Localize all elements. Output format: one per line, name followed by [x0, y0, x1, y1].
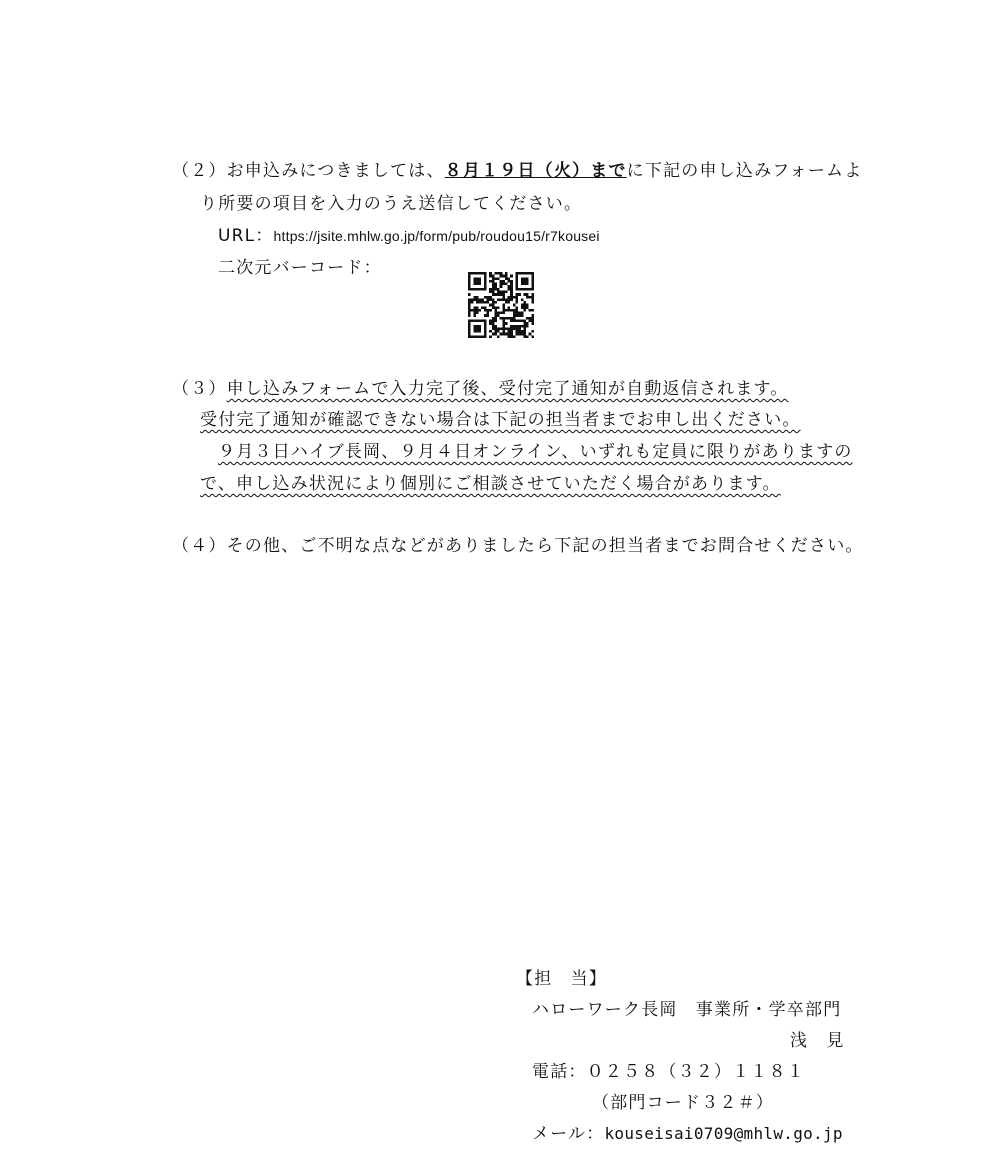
contact-phone: 電話：０２５８（３２）１１８１: [532, 1062, 805, 1082]
item2-line2: り所要の項目を入力のうえ送信してください。: [200, 194, 583, 214]
item2-prefix: （２）お申込みにつきましては、: [172, 161, 445, 181]
url-line: [218, 225, 600, 247]
item4-text: （４）その他、ご不明な点などがありましたら下記の担当者までお問合せください。: [172, 536, 864, 556]
qr-finder-top-left: [468, 272, 486, 290]
email-label: メール：: [532, 1124, 605, 1144]
item3-prefix: （３）: [172, 379, 227, 399]
url-label: URL：: [218, 226, 274, 246]
contact-dept-code: （部門コード３２＃）: [592, 1093, 774, 1113]
item3-text-4: で、申し込み状況により個別にご相談させていただく場合があります。: [200, 474, 781, 494]
qr-finder-top-right: [516, 272, 534, 290]
deadline-text: ８月１９日（火）まで: [444, 161, 627, 181]
qr-label: 二次元バーコード：: [218, 258, 382, 278]
item3-line1: [172, 378, 789, 400]
item3-text-2: 受付完了通知が確認できない場合は下記の担当者までお申し出ください。: [200, 410, 801, 430]
qr-code-image[interactable]: [468, 272, 534, 338]
contact-email-line: [532, 1123, 843, 1145]
contact-heading: 【担 当】: [516, 969, 607, 989]
qr-finder-bottom-left: [468, 320, 486, 338]
item3-text-1: 申し込みフォームで入力完了後、受付完了通知が自動返信されます。: [226, 379, 789, 399]
form-url-link[interactable]: https://jsite.mhlw.go.jp/form/pub/roudou15/r7kousei: [273, 228, 600, 244]
contact-office: ハローワーク長岡 事業所・学卒部門: [532, 1000, 842, 1020]
item3-text-3: ９月３日ハイブ長岡、９月４日オンライン、いずれも定員に限りがありますの: [218, 442, 853, 462]
item2-line1: [172, 160, 862, 182]
item2-after: に下記の申し込みフォームよ: [626, 161, 863, 181]
contact-person: 浅 見: [790, 1031, 845, 1051]
email-link[interactable]: kouseisai0709@mhlw.go.jp: [604, 1124, 843, 1143]
